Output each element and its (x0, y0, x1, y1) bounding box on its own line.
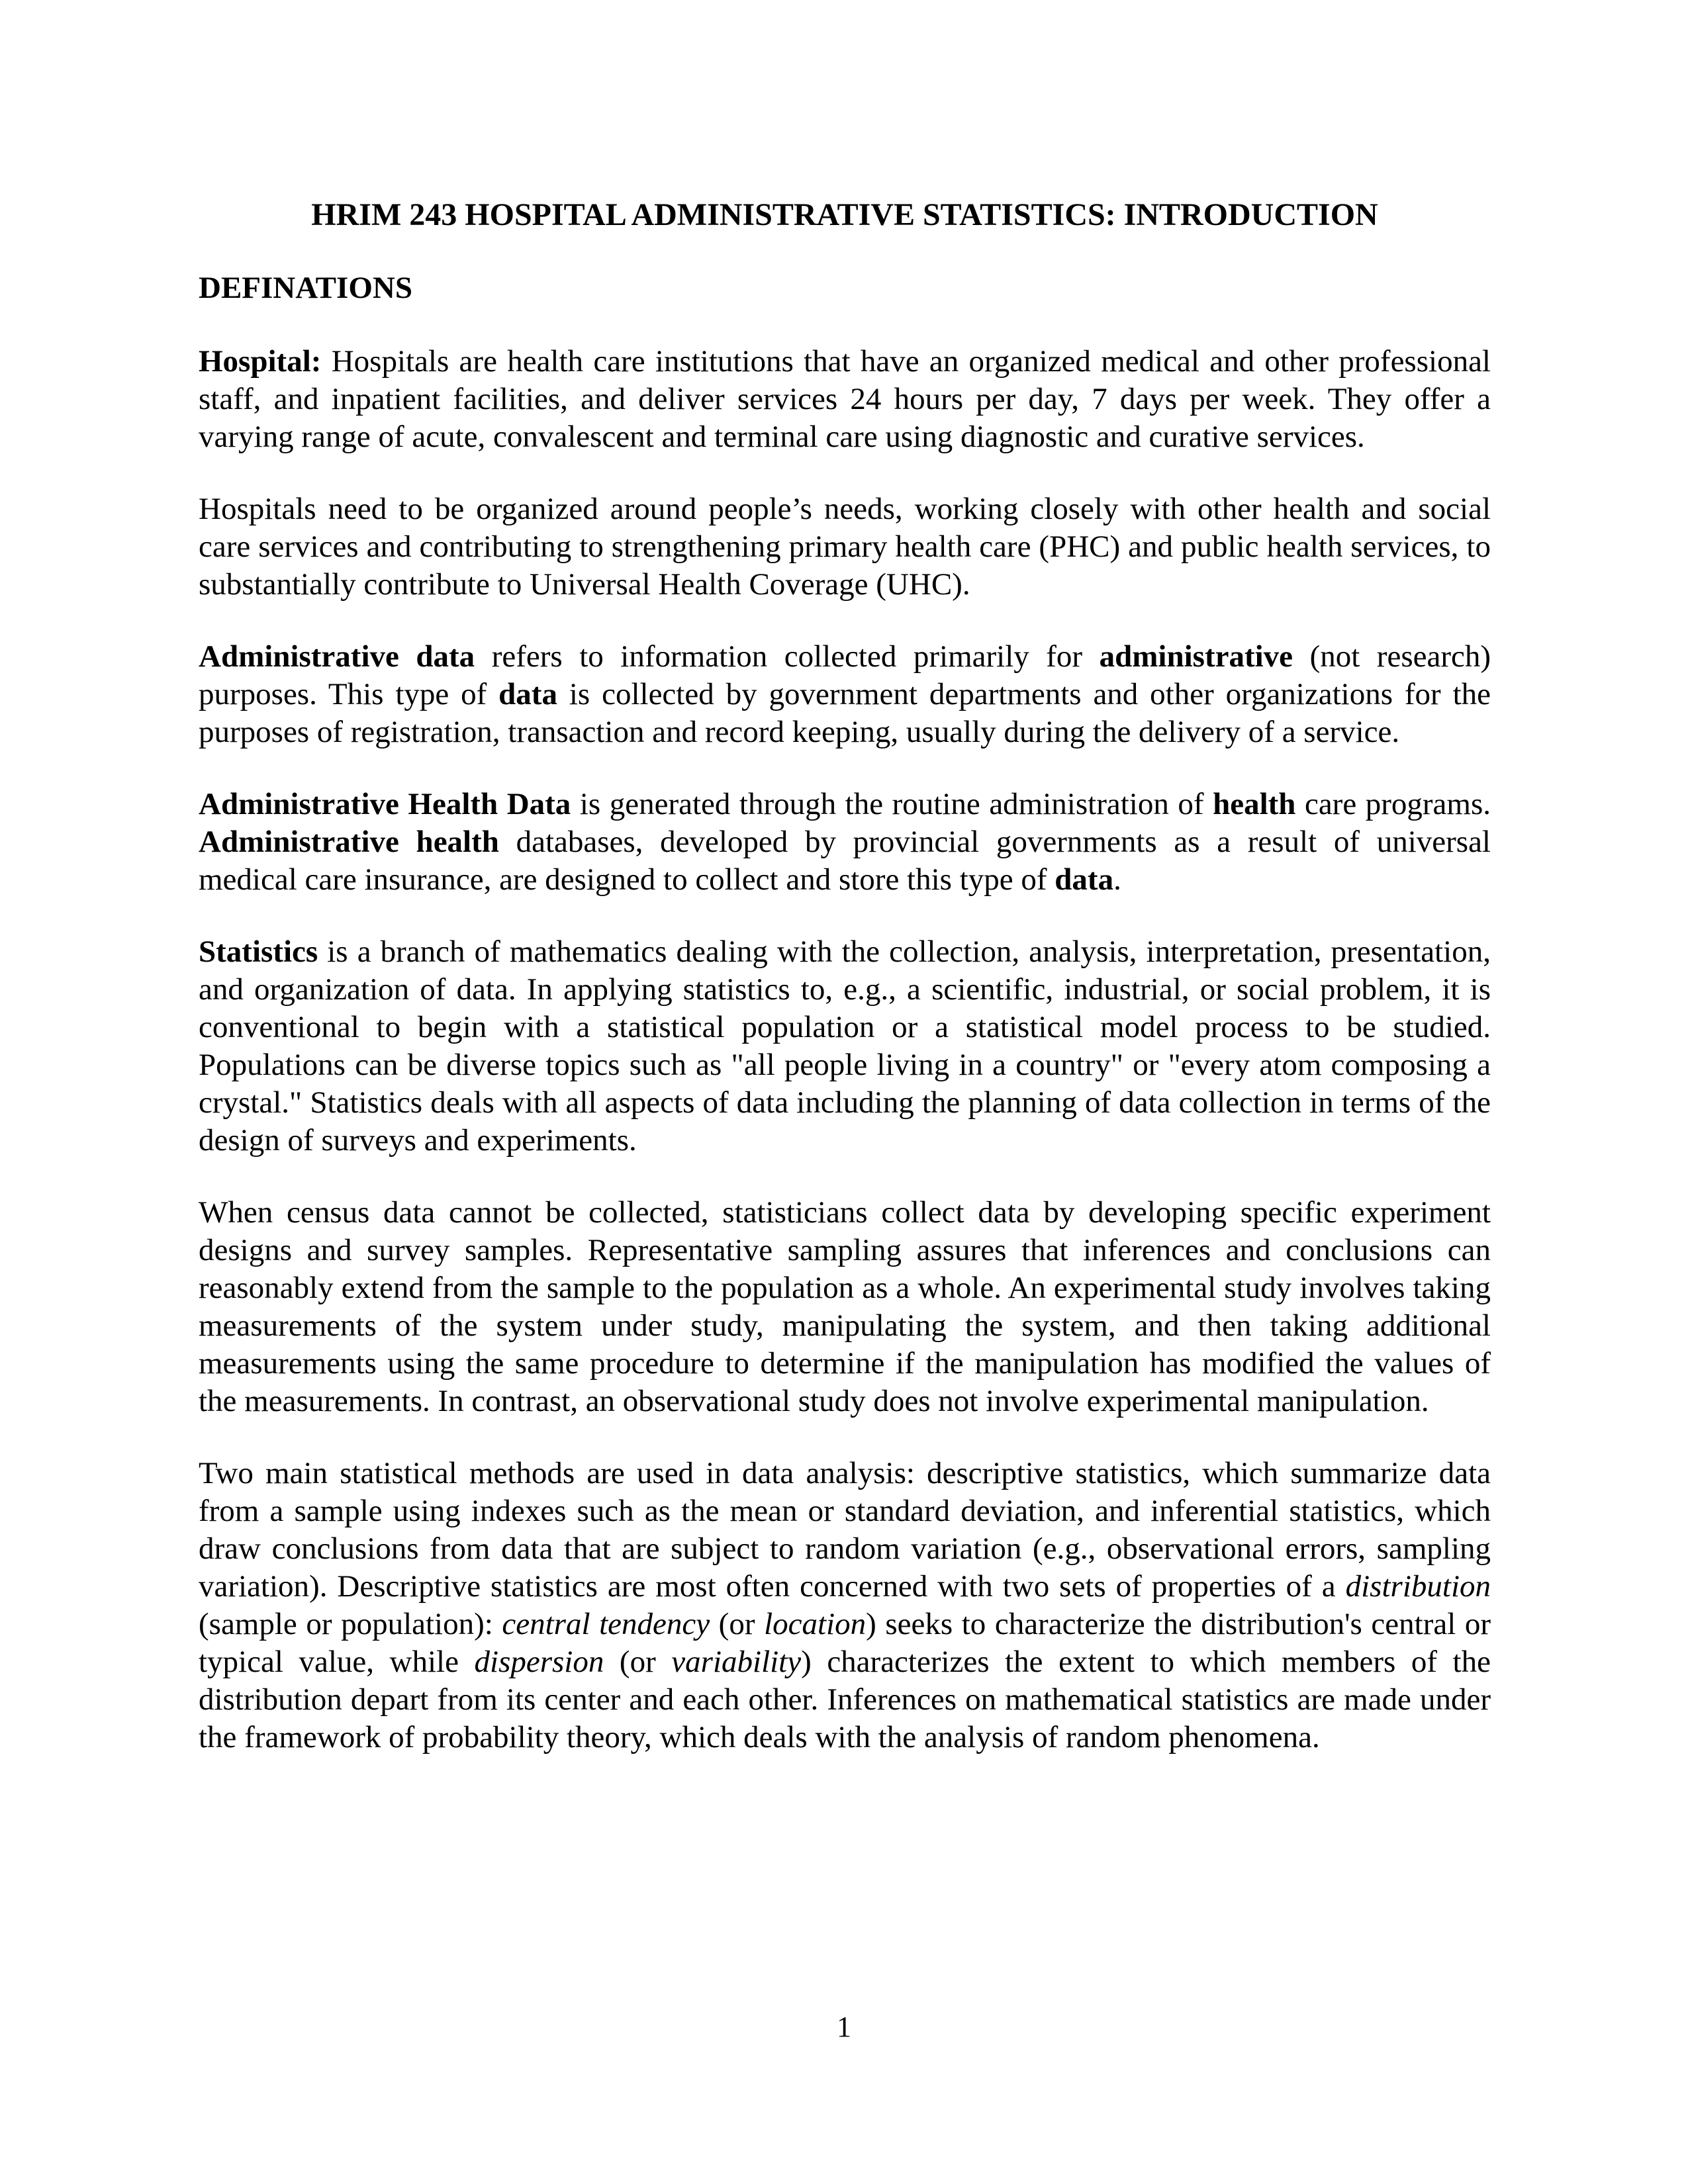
paragraph (199, 490, 1491, 604)
text-run: Administrative Health Data (199, 787, 571, 821)
text-run: (or (604, 1645, 672, 1679)
text-run: central tendency (502, 1607, 710, 1641)
section-heading: DEFINATIONS (199, 271, 412, 305)
text-run: dispersion (474, 1645, 604, 1679)
text-run: (not research) purposes. This type of (199, 639, 1491, 711)
paragraph (199, 1194, 1491, 1420)
paragraph (199, 1455, 1491, 1756)
text-run: . (1113, 862, 1121, 897)
text-run: data (1055, 862, 1114, 897)
text-run: is collected by government departments and other organizations for the purposes of registration, transaction and record keeping, usually during the delivery of a service. (199, 677, 1491, 749)
page-content (199, 196, 1491, 1756)
text-run: Administrative data (199, 639, 475, 674)
paragraph (199, 343, 1491, 456)
text-run: Hospitals are health care institutions that have an organized medical and other professional staff, and inpatient facilities, and deliver services 24 hours per day, 7 days per week. They offer a varying range of acute, convalescent and terminal care using diagnostic and curative services. (199, 344, 1491, 454)
text-run: ) characterizes the extent to which members of the distribution depart from its center and each other. Inferences on mathematical statistics are made under the framework of probability theory, which deals with the analysis of random phenomena. (199, 1645, 1491, 1754)
text-run: Statistics (199, 934, 318, 969)
paragraph-list (199, 343, 1491, 1756)
paragraph (199, 638, 1491, 751)
text-run: When census data cannot be collected, statisticians collect data by developing specific experiment designs and survey samples. Representative sampling assures that inferences and conclusions can reasonably extend from the sample to the population as a whole. An experimental study involves taking measurements of the system under study, manipulating the system, and then taking additional measurements using the same procedure to determine if the manipulation has modified the values of the measurements. In contrast, an observational study does not involve experimental manipulation. (199, 1195, 1491, 1418)
paragraph (199, 786, 1491, 899)
text-run: is generated through the routine administration of (571, 787, 1213, 821)
text-run: data (498, 677, 557, 711)
text-run: variability (671, 1645, 802, 1679)
text-run: (sample or population): (199, 1607, 502, 1641)
text-run: Administrative health (199, 825, 499, 859)
paragraph (199, 933, 1491, 1160)
text-run: distribution (1345, 1569, 1491, 1604)
text-run: refers to information collected primarily for (475, 639, 1100, 674)
text-run: health (1213, 787, 1296, 821)
document-title: HRIM 243 HOSPITAL ADMINISTRATIVE STATISTICS: INTRODUCTION (311, 197, 1378, 232)
page-number: 1 (837, 2011, 851, 2043)
text-run: care programs. (1295, 787, 1491, 821)
text-run: databases, developed by provincial governments as a result of universal medical care insurance, are designed to collect and store this type of (199, 825, 1491, 897)
text-run: is a branch of mathematics dealing with the collection, analysis, interpretation, presentation, and organization of data. In applying statistics to, e.g., a scientific, industrial, or social problem, it is conventional to begin with a statistical population or a statistical model process to be studied. Populations can be diverse topics such as "all people living in a country" or "every atom composing a crystal." Statistics deals with all aspects of data including the planning of data collection in terms of the design of surveys and experiments. (199, 934, 1491, 1158)
text-run: location (764, 1607, 867, 1641)
text-run: Hospital: (199, 344, 322, 379)
text-run: (or (710, 1607, 765, 1641)
text-run: administrative (1099, 639, 1293, 674)
text-run: Hospitals need to be organized around people’s needs, working closely with other health and social care services and contributing to strengthening primary health care (PHC) and public health services, to substantially contribute to Universal Health Coverage (UHC). (199, 492, 1491, 602)
text-run: ) seeks to characterize the distribution's central or typical value, while (199, 1607, 1491, 1679)
text-run: Two main statistical methods are used in data analysis: descriptive statistics, which summarize data from a sample using indexes such as the mean or standard deviation, and inferential statistics, which draw conclusions from data that are subject to random variation (e.g., observational errors, sampling variation). Descriptive statistics are most often concerned with two sets of properties of a (199, 1456, 1491, 1604)
